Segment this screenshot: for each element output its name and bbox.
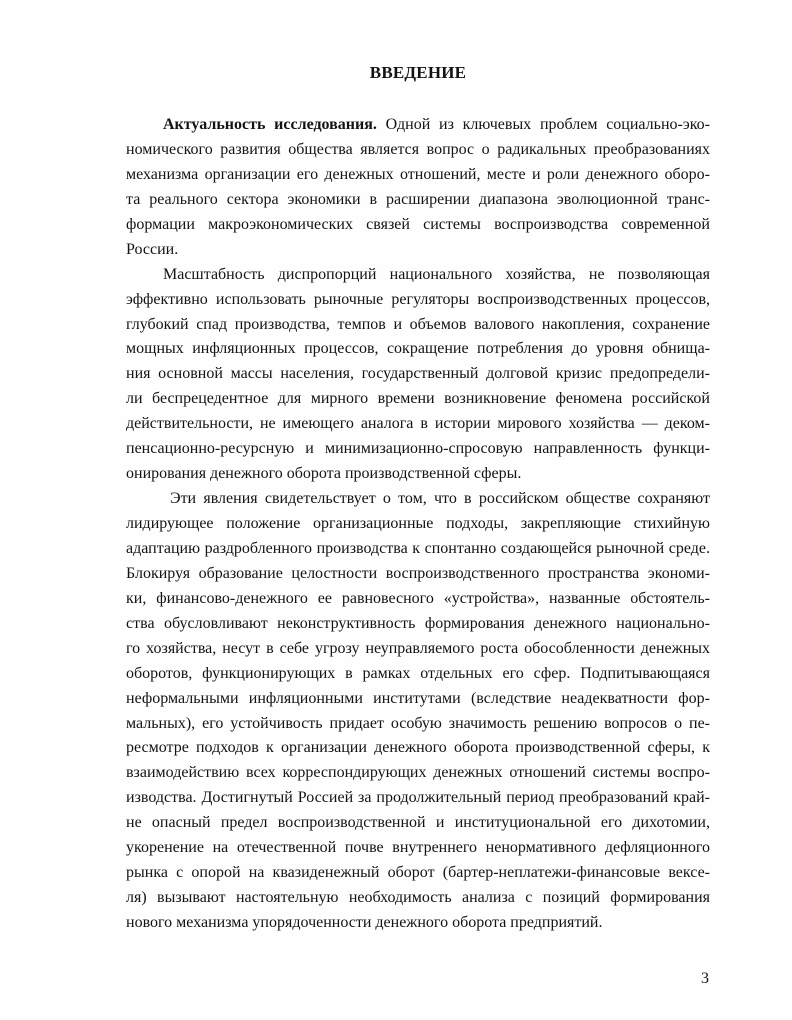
text-line: изводства. Достигнутый Россией за продолжительный период преобразований край- <box>126 789 710 807</box>
text-line: Эти явления свидетельствует о том, что в российском обществе сохраняют <box>170 490 710 508</box>
text-line: глубокий спад производства, темпов и объемов валового накопления, сохранение <box>126 315 710 333</box>
paragraph-1 <box>126 113 710 263</box>
text-line <box>126 113 710 138</box>
text-line: механизма организации его денежных отношений, месте и роли денежного оборо- <box>126 165 710 183</box>
text-line-rest: Одной из ключевых проблем социально-эко- <box>385 116 710 133</box>
text-line: мальных), его устойчивость придает особую значимость решению вопросов о пе- <box>126 714 710 732</box>
text-line: взаимодействию всех корреспондирующих денежных отношений системы воспро- <box>126 764 710 782</box>
text-line: формации макроэкономических связей системы воспроизводства современной <box>126 215 710 233</box>
text-line: неформальными инфляционными институтами (вследствие неадекватности фор- <box>126 689 710 707</box>
text-line: Блокируя образование целостности воспроизводственного пространства экономи- <box>126 564 710 582</box>
lead-bold-text: Актуальность исследования. <box>163 116 377 133</box>
paragraph-3 <box>126 487 710 936</box>
paragraph-2 <box>126 263 710 487</box>
text-line: ресмотре подходов к организации денежного оборота производственной сферы, к <box>126 739 710 757</box>
text-line: эффективно использовать рыночные регуляторы воспроизводственных процессов, <box>126 290 710 308</box>
text-line: та реального сектора экономики в расширении диапазона эволюционной транс- <box>126 190 710 208</box>
text-line: номического развития общества является вопрос о радикальных преобразованиях <box>126 140 710 158</box>
text-line: не опасный предел воспроизводственной и институциональной его дихотомии, <box>126 814 710 832</box>
text-line: ки, финансово-денежного ее равновесного «устройства», названные обстоятель- <box>126 589 710 607</box>
text-line: лидирующее положение организационные подходы, закрепляющие стихийную <box>126 515 710 532</box>
text-line: России. <box>126 240 179 258</box>
text-line: нового механизма упорядоченности денежного оборота предприятий. <box>126 914 603 931</box>
text-line: ля) вызывают настоятельную необходимость анализа с позиций формирования <box>126 889 710 907</box>
text-line: действительности, не имеющего аналога в истории мирового хозяйства — деком- <box>126 415 710 433</box>
text-line: ния основной массы населения, государственный долговой кризис предопредели- <box>126 365 710 383</box>
text-line: ства обусловливают неконструктивность формирования денежного национально- <box>126 614 710 632</box>
text-line: оборотов, функционирующих в рамках отдельных его сфер. Подпитывающаяся <box>126 664 710 682</box>
text-line: го хозяйства, несут в себе угрозу неуправляемого роста обособленности денежных <box>126 639 710 657</box>
text-line: мощных инфляционных процессов, сокращение потребления до уровня обнища- <box>126 340 710 358</box>
text-line: Масштабность диспропорций национального хозяйства, не позволяющая <box>163 265 710 283</box>
text-line: ли беспрецедентное для мирного времени возникновение феномена российской <box>126 390 710 408</box>
text-line: укоренение на отечественной почве внутреннего ненормативного дефляционного <box>126 839 710 857</box>
page-number: 3 <box>701 970 709 987</box>
text-line: рынка с опорой на квазиденежный оборот (бартер-неплатежи-финансовые вексе- <box>126 864 710 882</box>
document-body <box>126 113 710 936</box>
text-line: адаптацию раздробленного производства к спонтанно создающейся рыночной среде. <box>126 539 710 557</box>
section-title: ВВЕДЕНИЕ <box>369 63 467 82</box>
text-line: онирования денежного оборота производственной сферы. <box>126 465 522 483</box>
text-line: пенсационно-ресурсную и минимизационно-спросовую направленность функци- <box>126 440 710 458</box>
